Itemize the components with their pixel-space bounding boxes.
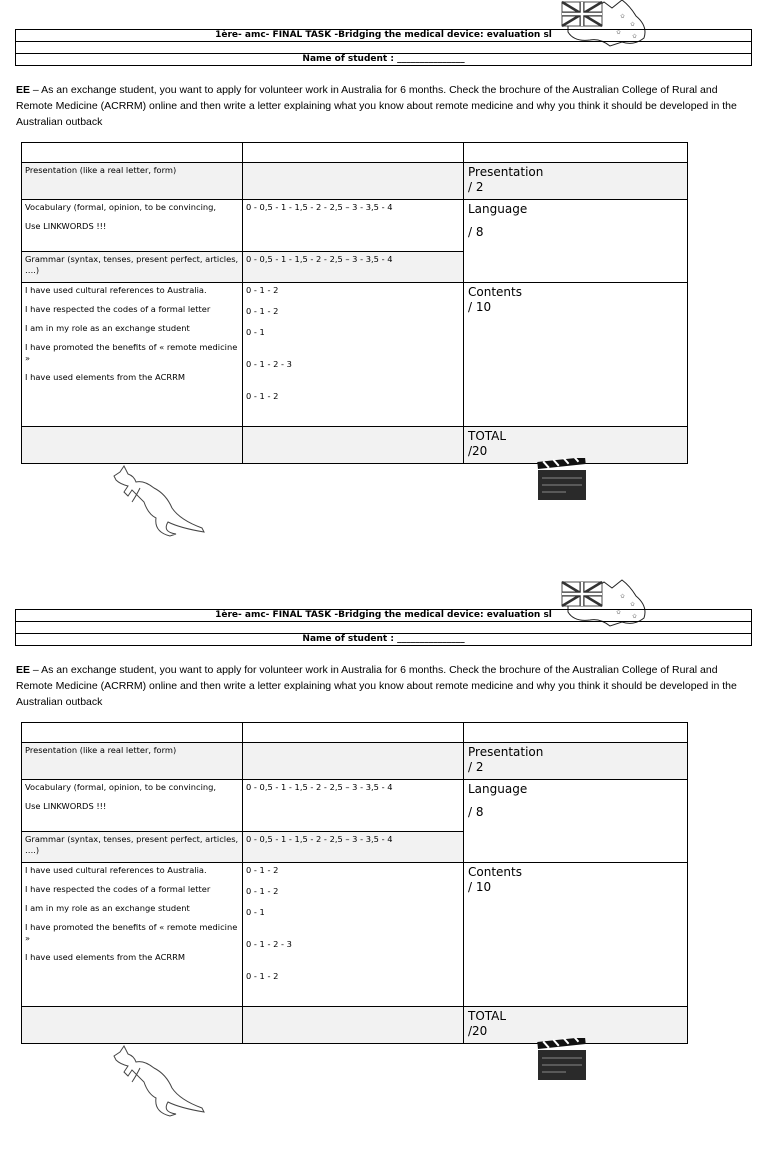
total-blank-cell [22,1007,243,1044]
total-blank-cell [243,427,464,464]
task-prefix: EE [16,664,31,676]
score-contents: Contents / 10 [464,283,688,427]
evaluation-sheet [0,580,768,1160]
svg-text:✩: ✩ [632,613,638,620]
evaluation-grid [21,722,688,1044]
score-contents: Contents / 10 [464,863,688,1007]
scale-contents: 0 - 1 - 2 0 - 1 - 2 0 - 1 0 - 1 - 2 - 3 0 - 1 - 2 [243,863,464,1007]
grid-header-cell [464,143,688,163]
kangaroo-icon [110,462,210,538]
criterion-presentation: Presentation (like a real letter, form) [22,743,243,780]
scale-vocabulary: 0 - 0,5 - 1 - 1,5 - 2 - 2,5 – 3 - 3,5 - 4 [243,200,464,252]
svg-text:✩: ✩ [616,609,622,616]
svg-text:✩: ✩ [630,21,636,28]
svg-text:✩: ✩ [620,593,626,600]
score-language: Language / 8 [464,780,688,863]
evaluation-grid [21,142,688,464]
svg-text:✩: ✩ [616,29,622,36]
task-text: – As an exchange student, you want to apply for volunteer work in Australia for 6 months. Check the brochure of the Australian College of Rural and Remote Medicine (ACRRM) online and then write a letter explaining what you know about remote medicine and why you think it should be developed in the Australian outback [16,664,737,708]
header-spacer-row [16,42,752,54]
total-blank-cell [22,427,243,464]
scale-contents: 0 - 1 - 2 0 - 1 - 2 0 - 1 0 - 1 - 2 - 3 0 - 1 - 2 [243,283,464,427]
score-language: Language / 8 [464,200,688,283]
page-title: 1ère- amc- FINAL TASK -Bridging the medical device: evaluation sl [16,610,752,622]
criterion-vocabulary: Vocabulary (formal, opinion, to be convincing, Use LINKWORDS !!! [22,200,243,252]
scale-grammar: 0 - 0,5 - 1 - 1,5 - 2 - 2,5 – 3 - 3,5 - 4 [243,252,464,283]
student-name-label: Name of student : _______________ [16,54,752,66]
task-instructions [16,82,751,130]
task-text: – As an exchange student, you want to apply for volunteer work in Australia for 6 months. Check the brochure of the Australian College of Rural and Remote Medicine (ACRRM) online and then write a letter explaining what you know about remote medicine and why you think it should be developed in the Australian outback [16,84,737,128]
score-total: TOTAL /20 [464,1007,688,1044]
scale-presentation [243,163,464,200]
svg-text:✩: ✩ [632,33,638,40]
svg-text:✩: ✩ [620,13,626,20]
scale-presentation [243,743,464,780]
criterion-grammar: Grammar (syntax, tenses, present perfect, articles, ….) [22,832,243,863]
criterion-presentation: Presentation (like a real letter, form) [22,163,243,200]
header-spacer-row [16,622,752,634]
grid-header-cell [22,723,243,743]
criterion-contents: I have used cultural references to Australia. I have respected the codes of a formal letter I am in my role as an exchange student I have promoted the benefits of « remote medicine » I have used elements from the ACRRM [22,283,243,427]
student-name-label: Name of student : _______________ [16,634,752,646]
score-presentation: Presentation / 2 [464,163,688,200]
task-prefix: EE [16,84,31,96]
header-table [15,609,752,646]
grid-header-cell [243,143,464,163]
page-title: 1ère- amc- FINAL TASK -Bridging the medical device: evaluation sl [16,30,752,42]
criterion-contents: I have used cultural references to Australia. I have respected the codes of a formal letter I am in my role as an exchange student I have promoted the benefits of « remote medicine » I have used elements from the ACRRM [22,863,243,1007]
scale-grammar: 0 - 0,5 - 1 - 1,5 - 2 - 2,5 – 3 - 3,5 - 4 [243,832,464,863]
clapperboard-icon [536,458,588,502]
task-instructions [16,662,751,710]
grid-header-cell [22,143,243,163]
clapperboard-icon [536,1038,588,1082]
scale-vocabulary: 0 - 0,5 - 1 - 1,5 - 2 - 2,5 – 3 - 3,5 - 4 [243,780,464,832]
svg-text:✩: ✩ [630,601,636,608]
total-blank-cell [243,1007,464,1044]
score-presentation: Presentation / 2 [464,743,688,780]
grid-header-cell [464,723,688,743]
criterion-vocabulary: Vocabulary (formal, opinion, to be convincing, Use LINKWORDS !!! [22,780,243,832]
kangaroo-icon [110,1042,210,1118]
score-total: TOTAL /20 [464,427,688,464]
criterion-grammar: Grammar (syntax, tenses, present perfect, articles, ….) [22,252,243,283]
grid-header-cell [243,723,464,743]
header-table [15,29,752,66]
